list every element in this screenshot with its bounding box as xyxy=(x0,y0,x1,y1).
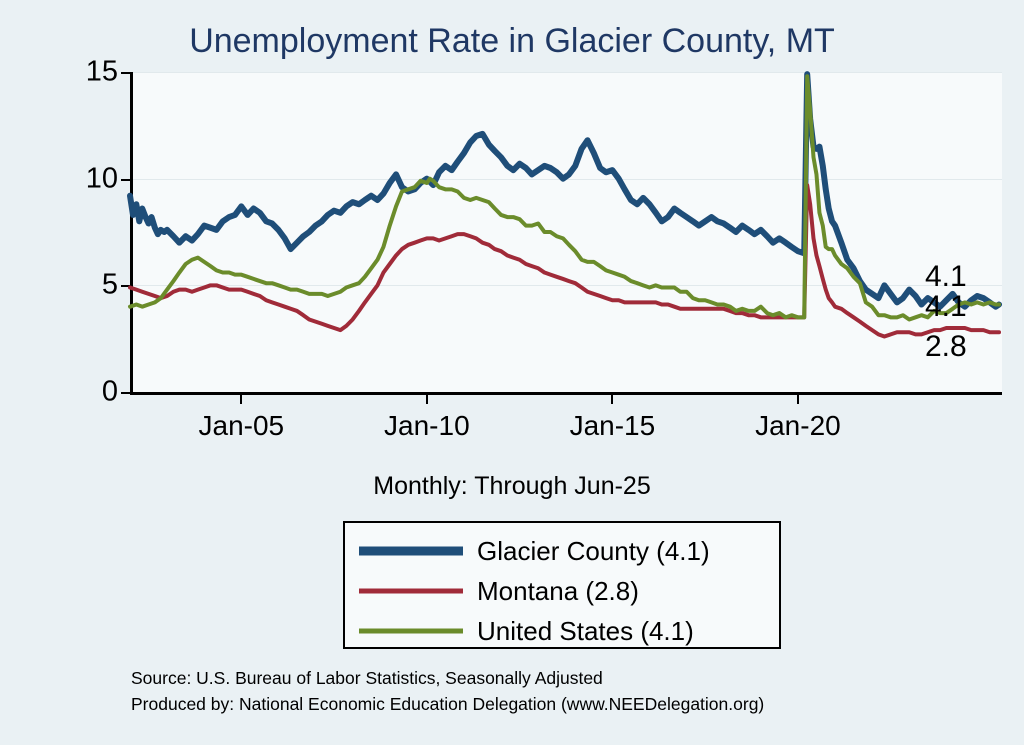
legend-label-county: Glacier County (4.1) xyxy=(477,535,710,566)
y-tick-label: 15 xyxy=(85,55,118,88)
y-tick-label: 5 xyxy=(101,268,118,301)
gridline xyxy=(130,179,1002,180)
source-line: Source: U.S. Bureau of Labor Statistics, Seasonally Adjusted xyxy=(131,668,603,688)
y-tick-mark xyxy=(121,285,130,287)
y-tick-mark xyxy=(121,392,130,394)
x-tick-label: Jan-10 xyxy=(384,410,470,441)
y-tick-label: 10 xyxy=(85,162,118,195)
end-label-county: 4.1 xyxy=(925,260,967,293)
produced-by-line: Produced by: National Economic Education Delegation (www.NEEDelegation.org) xyxy=(131,694,765,714)
gridline xyxy=(130,72,1002,73)
end-label-state: 2.8 xyxy=(925,330,967,363)
legend-item-national xyxy=(357,611,694,651)
legend-label-state: Montana (2.8) xyxy=(477,575,639,606)
legend-swatch-county xyxy=(357,544,465,558)
x-tick-mark xyxy=(611,395,613,404)
x-tick-label: Jan-05 xyxy=(198,410,285,441)
legend-label-national: United States (4.1) xyxy=(477,615,694,646)
end-label-national: 4.1 xyxy=(925,290,967,323)
chart-title: Unemployment Rate in Glacier County, MT xyxy=(189,22,835,60)
legend-swatch-national xyxy=(357,624,465,638)
legend-swatch-state xyxy=(357,584,465,598)
y-tick-label: 0 xyxy=(101,375,118,408)
x-tick-mark xyxy=(797,395,799,404)
y-axis-line xyxy=(130,72,133,395)
x-tick-label: Jan-15 xyxy=(569,410,656,441)
plot-area xyxy=(130,72,1002,392)
chart-subtitle: Monthly: Through Jun-25 xyxy=(373,472,651,500)
x-tick-mark xyxy=(240,395,242,404)
x-tick-mark xyxy=(426,395,428,404)
x-tick-label: Jan-20 xyxy=(755,410,841,441)
legend-item-state xyxy=(357,571,639,611)
gridline xyxy=(130,285,1002,286)
x-axis-line xyxy=(130,392,1002,395)
y-tick-mark xyxy=(121,179,130,181)
legend xyxy=(343,521,781,649)
y-tick-mark xyxy=(121,72,130,74)
legend-item-county xyxy=(357,531,710,571)
